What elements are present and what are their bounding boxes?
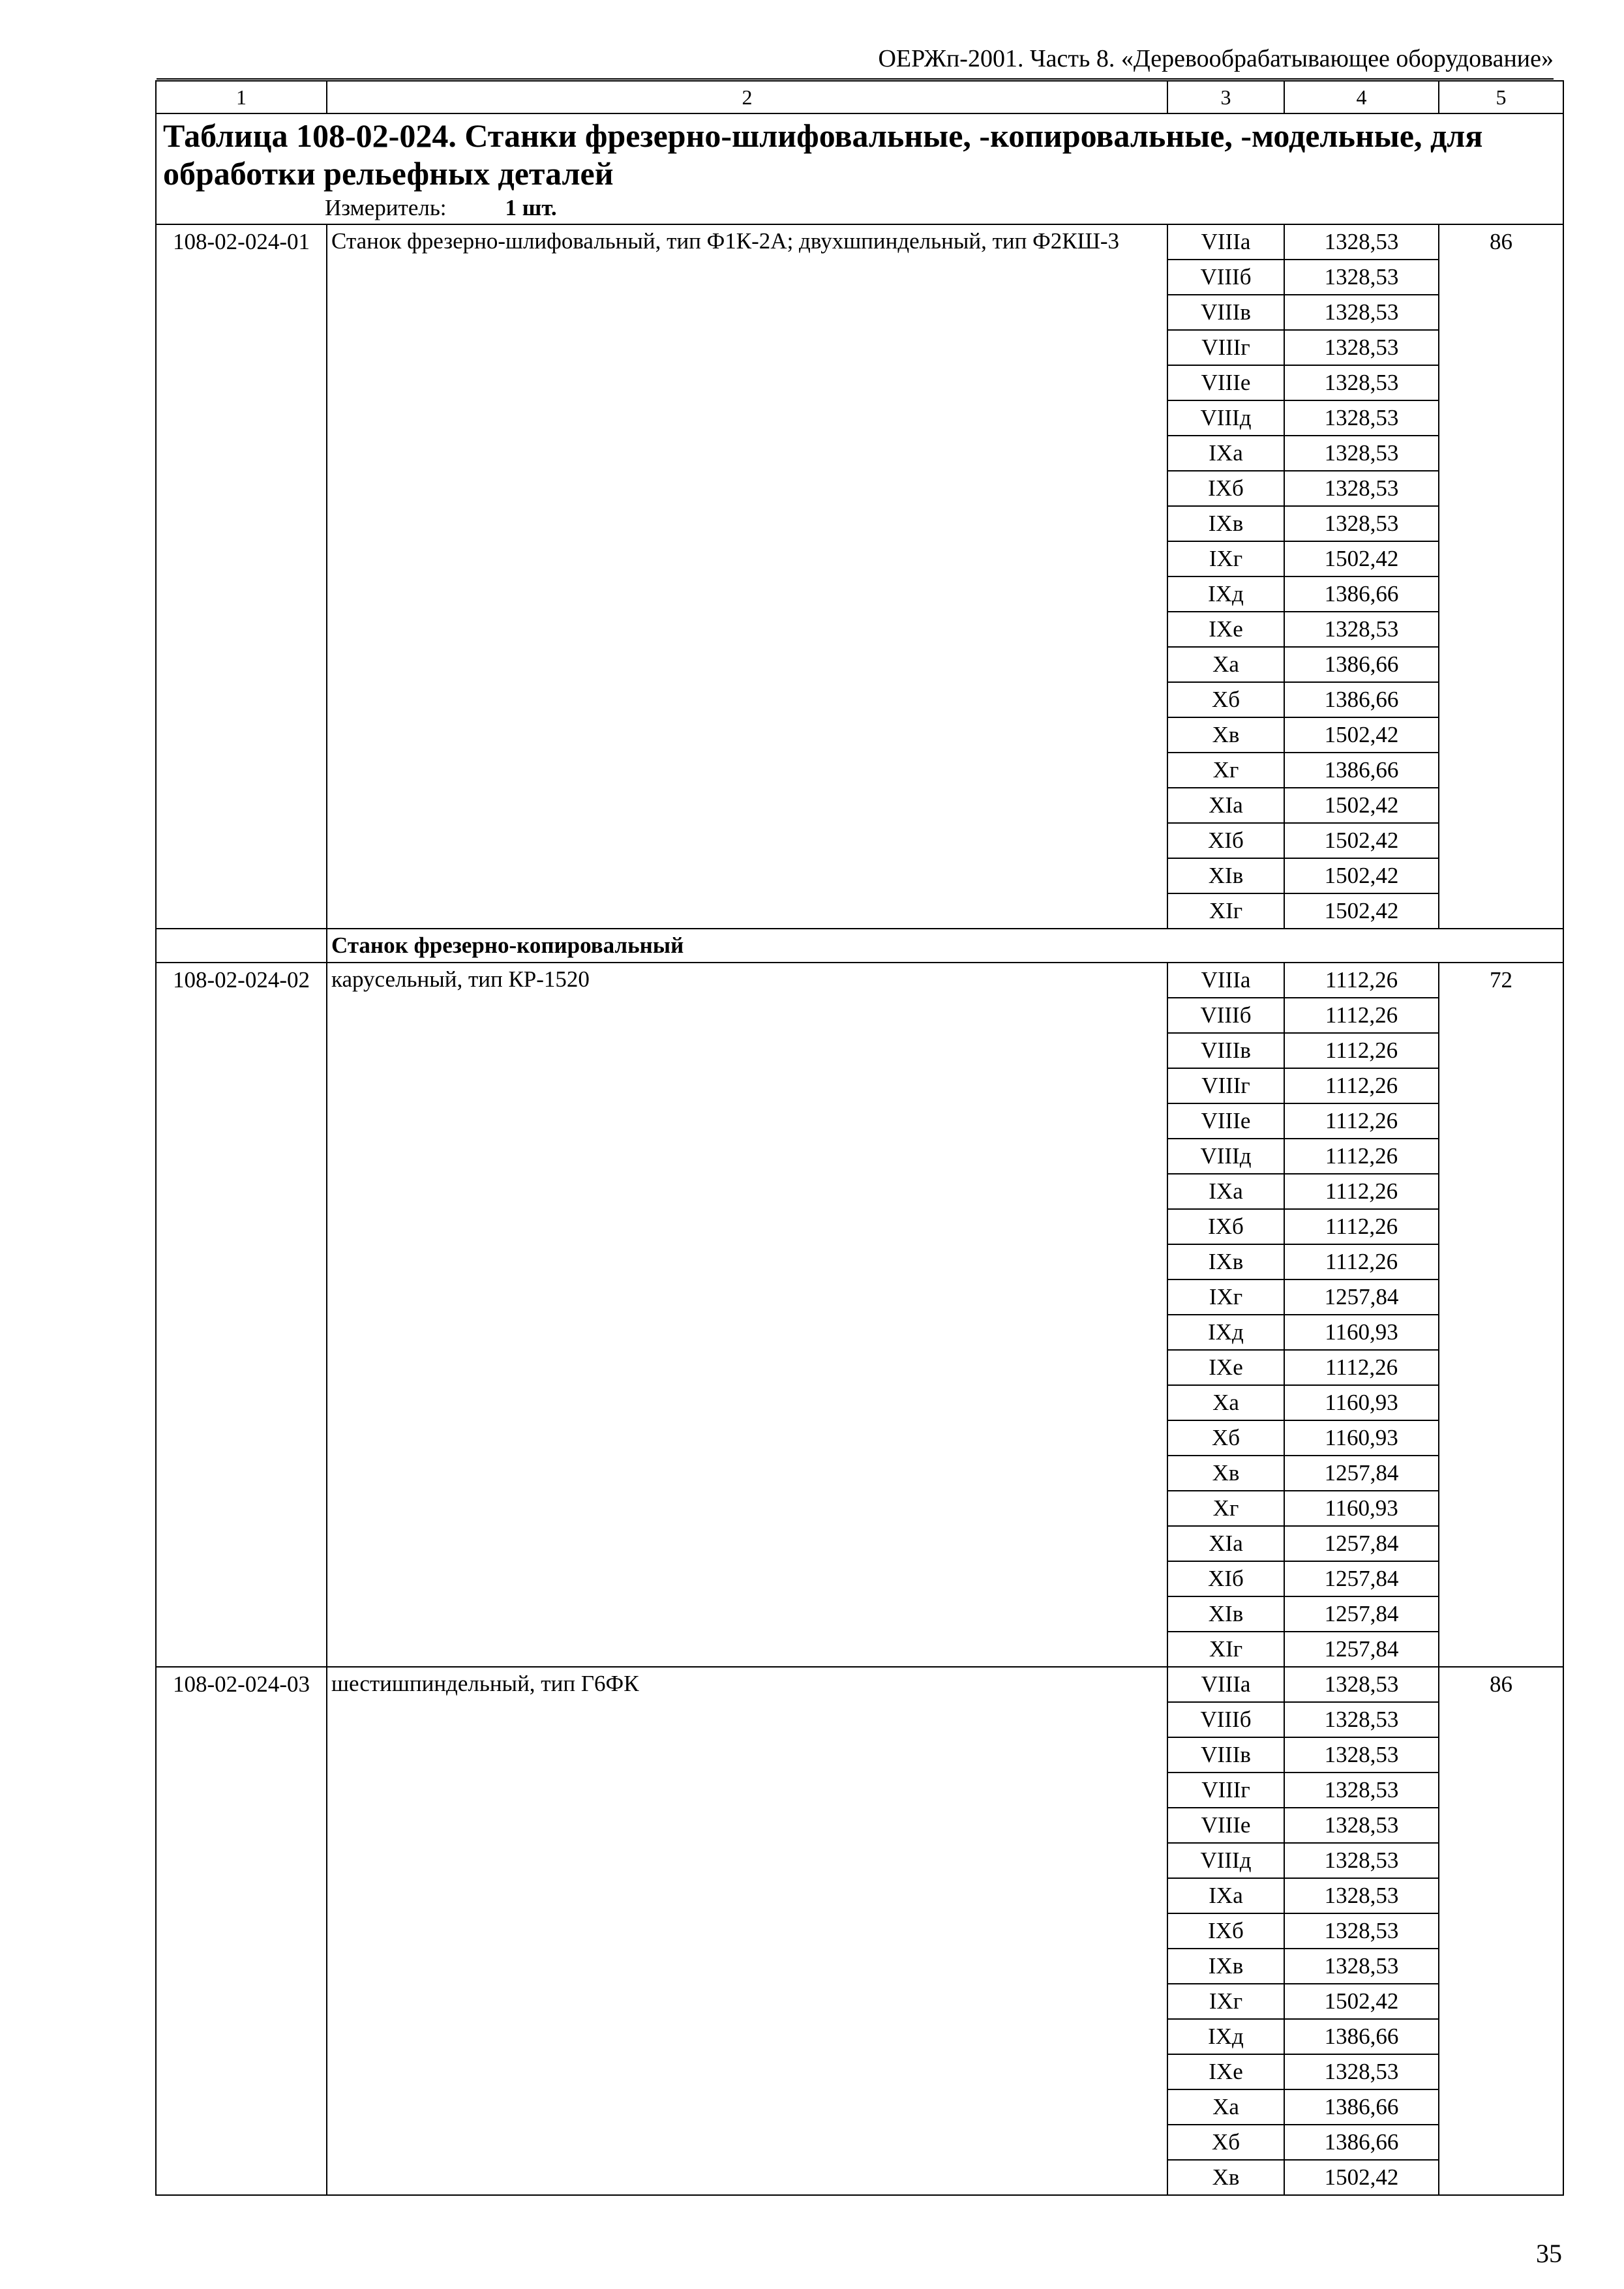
item-description-text: шестишпиндельный, тип Г6ФК bbox=[331, 1671, 639, 1696]
zone-grade: IXе bbox=[1167, 1350, 1284, 1385]
zone-grade: XIб bbox=[1167, 1561, 1284, 1596]
item-description bbox=[327, 1667, 1167, 2195]
price-value: 1328,53 bbox=[1284, 400, 1439, 436]
zone-grade: VIIIг bbox=[1167, 330, 1284, 365]
price-value: 1502,42 bbox=[1284, 823, 1439, 858]
item-description-text: Станок фрезерно-шлифовальный, тип Ф1К-2А; двухшпиндельный, тип Ф2КШ-3 bbox=[331, 228, 1120, 254]
zone-grade: Xв bbox=[1167, 1456, 1284, 1491]
zone-grade: IXе bbox=[1167, 612, 1284, 647]
price-value: 1328,53 bbox=[1284, 506, 1439, 541]
price-value: 1502,42 bbox=[1284, 858, 1439, 893]
zone-grade: Xа bbox=[1167, 1385, 1284, 1420]
zone-grade: Xг bbox=[1167, 753, 1284, 788]
price-value: 1386,66 bbox=[1284, 2019, 1439, 2054]
price-value: 1386,66 bbox=[1284, 647, 1439, 682]
price-value: 1328,53 bbox=[1284, 1808, 1439, 1843]
column-number-row bbox=[156, 81, 1563, 113]
price-value: 1386,66 bbox=[1284, 2125, 1439, 2160]
price-value: 1328,53 bbox=[1284, 224, 1439, 260]
measure-value: 1 шт. bbox=[505, 195, 557, 220]
zone-grade: Xг bbox=[1167, 1491, 1284, 1526]
zone-grade: XIг bbox=[1167, 1632, 1284, 1667]
zone-grade: Xв bbox=[1167, 717, 1284, 753]
price-value: 1502,42 bbox=[1284, 2160, 1439, 2195]
price-value: 1328,53 bbox=[1284, 295, 1439, 330]
zone-grade: Xа bbox=[1167, 647, 1284, 682]
table-title-cell bbox=[156, 113, 1563, 224]
zone-grade: VIIIе bbox=[1167, 1808, 1284, 1843]
zone-grade: VIIIб bbox=[1167, 998, 1284, 1033]
zone-grade: VIIIа bbox=[1167, 224, 1284, 260]
price-value: 1328,53 bbox=[1284, 612, 1439, 647]
price-value: 1328,53 bbox=[1284, 1667, 1439, 1702]
zone-grade: VIIIд bbox=[1167, 400, 1284, 436]
zone-grade: XIг bbox=[1167, 893, 1284, 929]
column-5-value: 86 bbox=[1439, 224, 1563, 929]
page-number: 35 bbox=[1536, 2239, 1562, 2268]
zone-grade: IXе bbox=[1167, 2054, 1284, 2089]
zone-grade: VIIIв bbox=[1167, 1033, 1284, 1068]
price-value: 1112,26 bbox=[1284, 1350, 1439, 1385]
table-row bbox=[156, 963, 1563, 998]
table-title: Таблица 108-02-024. Станки фрезерно-шлифовальные, -копировальные, -модельные, для обработки рельефных деталей bbox=[163, 117, 1483, 192]
price-value: 1328,53 bbox=[1284, 2054, 1439, 2089]
zone-grade: VIIIа bbox=[1167, 1667, 1284, 1702]
price-value: 1160,93 bbox=[1284, 1491, 1439, 1526]
zone-grade: Xв bbox=[1167, 2160, 1284, 2195]
item-description-text: карусельный, тип КР-1520 bbox=[331, 966, 590, 992]
price-value: 1257,84 bbox=[1284, 1456, 1439, 1491]
zone-grade: IXд bbox=[1167, 2019, 1284, 2054]
price-value: 1386,66 bbox=[1284, 682, 1439, 717]
page-header: ОЕРЖп-2001. Часть 8. «Деревообрабатывающее оборудование» bbox=[157, 40, 1554, 82]
item-code: 108-02-024-02 bbox=[156, 963, 327, 1667]
price-value: 1386,66 bbox=[1284, 753, 1439, 788]
price-value: 1386,66 bbox=[1284, 576, 1439, 612]
price-value: 1502,42 bbox=[1284, 717, 1439, 753]
zone-grade: IXа bbox=[1167, 1878, 1284, 1913]
zone-grade: VIIIа bbox=[1167, 963, 1284, 998]
price-value: 1257,84 bbox=[1284, 1596, 1439, 1632]
price-value: 1257,84 bbox=[1284, 1561, 1439, 1596]
price-value: 1328,53 bbox=[1284, 1737, 1439, 1773]
price-value: 1160,93 bbox=[1284, 1420, 1439, 1456]
column-5-value: 72 bbox=[1439, 963, 1563, 1667]
table-row bbox=[156, 224, 1563, 260]
measure-label: Измеритель: bbox=[325, 195, 447, 220]
zone-grade: IXв bbox=[1167, 506, 1284, 541]
price-value: 1502,42 bbox=[1284, 541, 1439, 576]
zone-grade: IXа bbox=[1167, 436, 1284, 471]
price-value: 1257,84 bbox=[1284, 1526, 1439, 1561]
column-number: 4 bbox=[1284, 81, 1439, 113]
zone-grade: VIIIе bbox=[1167, 1103, 1284, 1139]
zone-grade: VIIIд bbox=[1167, 1843, 1284, 1878]
price-value: 1328,53 bbox=[1284, 260, 1439, 295]
measure-line bbox=[163, 192, 1556, 224]
price-value: 1328,53 bbox=[1284, 1949, 1439, 1984]
zone-grade: IXв bbox=[1167, 1244, 1284, 1279]
price-value: 1160,93 bbox=[1284, 1385, 1439, 1420]
column-number: 3 bbox=[1167, 81, 1284, 113]
price-value: 1502,42 bbox=[1284, 788, 1439, 823]
zone-grade: IXб bbox=[1167, 1209, 1284, 1244]
price-value: 1257,84 bbox=[1284, 1279, 1439, 1315]
table-row bbox=[156, 1667, 1563, 1702]
price-value: 1160,93 bbox=[1284, 1315, 1439, 1350]
price-value: 1386,66 bbox=[1284, 2089, 1439, 2125]
zone-grade: VIIIг bbox=[1167, 1773, 1284, 1808]
price-value: 1328,53 bbox=[1284, 1878, 1439, 1913]
price-value: 1112,26 bbox=[1284, 1068, 1439, 1103]
price-value: 1112,26 bbox=[1284, 1209, 1439, 1244]
price-value: 1257,84 bbox=[1284, 1632, 1439, 1667]
price-value: 1112,26 bbox=[1284, 1244, 1439, 1279]
section-title: Станок фрезерно-копировальный bbox=[327, 929, 1563, 963]
price-value: 1328,53 bbox=[1284, 1702, 1439, 1737]
item-code: 108-02-024-01 bbox=[156, 224, 327, 929]
zone-grade: Xб bbox=[1167, 682, 1284, 717]
zone-grade: VIIIб bbox=[1167, 260, 1284, 295]
price-value: 1328,53 bbox=[1284, 1773, 1439, 1808]
column-number: 1 bbox=[156, 81, 327, 113]
zone-grade: IXг bbox=[1167, 1279, 1284, 1315]
zone-grade: Xб bbox=[1167, 2125, 1284, 2160]
zone-grade: IXа bbox=[1167, 1174, 1284, 1209]
zone-grade: XIв bbox=[1167, 858, 1284, 893]
price-value: 1328,53 bbox=[1284, 365, 1439, 400]
price-table bbox=[155, 80, 1564, 2196]
item-description bbox=[327, 963, 1167, 1667]
price-value: 1112,26 bbox=[1284, 1033, 1439, 1068]
price-value: 1112,26 bbox=[1284, 963, 1439, 998]
price-value: 1112,26 bbox=[1284, 1103, 1439, 1139]
zone-grade: VIIIв bbox=[1167, 1737, 1284, 1773]
price-value: 1112,26 bbox=[1284, 1139, 1439, 1174]
item-code: 108-02-024-03 bbox=[156, 1667, 327, 2195]
price-value: 1502,42 bbox=[1284, 1984, 1439, 2019]
zone-grade: Xб bbox=[1167, 1420, 1284, 1456]
zone-grade: IXб bbox=[1167, 1913, 1284, 1949]
table-title-row bbox=[156, 113, 1563, 224]
section-row bbox=[156, 929, 1563, 963]
zone-grade: XIа bbox=[1167, 788, 1284, 823]
price-value: 1328,53 bbox=[1284, 1843, 1439, 1878]
zone-grade: XIб bbox=[1167, 823, 1284, 858]
zone-grade: VIIIв bbox=[1167, 295, 1284, 330]
zone-grade: VIIIд bbox=[1167, 1139, 1284, 1174]
price-value: 1112,26 bbox=[1284, 1174, 1439, 1209]
zone-grade: IXд bbox=[1167, 576, 1284, 612]
zone-grade: VIIIб bbox=[1167, 1702, 1284, 1737]
price-value: 1328,53 bbox=[1284, 330, 1439, 365]
zone-grade: Xа bbox=[1167, 2089, 1284, 2125]
zone-grade: IXг bbox=[1167, 1984, 1284, 2019]
item-description bbox=[327, 224, 1167, 929]
price-value: 1112,26 bbox=[1284, 998, 1439, 1033]
price-value: 1328,53 bbox=[1284, 436, 1439, 471]
zone-grade: XIа bbox=[1167, 1526, 1284, 1561]
zone-grade: IXг bbox=[1167, 541, 1284, 576]
zone-grade: VIIIг bbox=[1167, 1068, 1284, 1103]
price-value: 1502,42 bbox=[1284, 893, 1439, 929]
zone-grade: IXб bbox=[1167, 471, 1284, 506]
zone-grade: XIв bbox=[1167, 1596, 1284, 1632]
zone-grade: IXв bbox=[1167, 1949, 1284, 1984]
column-number: 2 bbox=[327, 81, 1167, 113]
column-5-value: 86 bbox=[1439, 1667, 1563, 2195]
zone-grade: VIIIе bbox=[1167, 365, 1284, 400]
price-value: 1328,53 bbox=[1284, 1913, 1439, 1949]
zone-grade: IXд bbox=[1167, 1315, 1284, 1350]
section-empty-cell bbox=[156, 929, 327, 963]
price-value: 1328,53 bbox=[1284, 471, 1439, 506]
column-number: 5 bbox=[1439, 81, 1563, 113]
